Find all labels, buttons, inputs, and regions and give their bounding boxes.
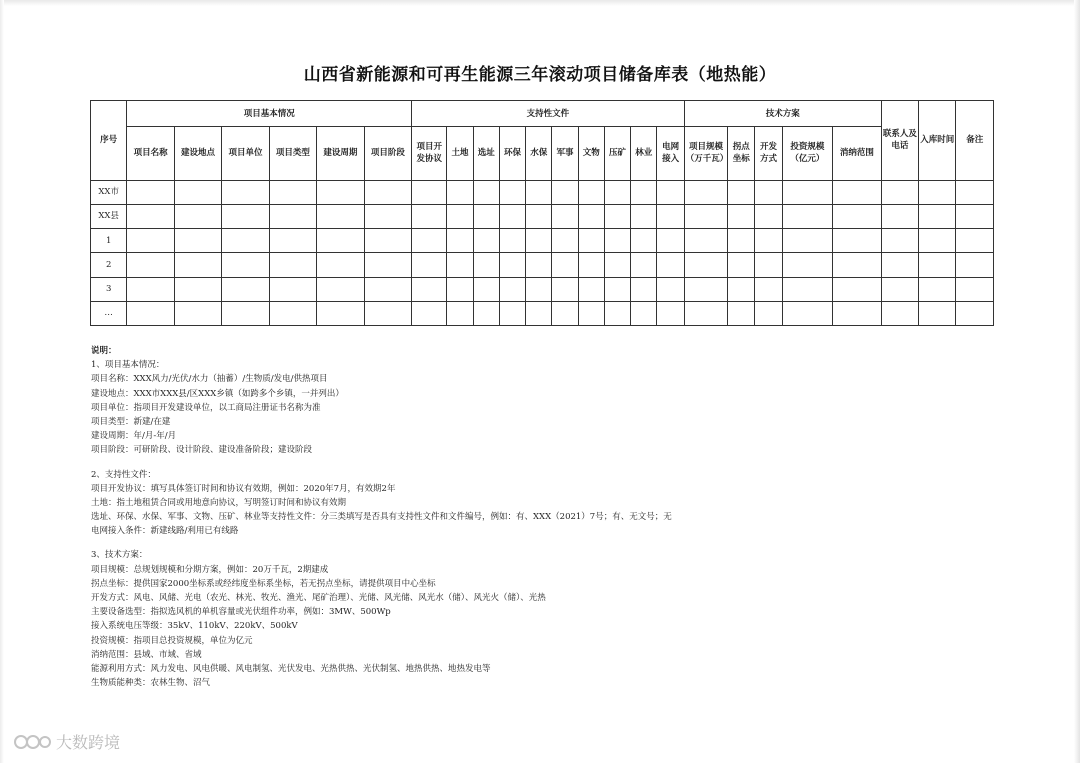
col-location: 建设地点: [174, 127, 221, 180]
col-seq: 序号: [91, 101, 127, 181]
table-row: [91, 253, 994, 277]
col-stage: 项目阶段: [364, 127, 411, 180]
col-project-name: 项目名称: [127, 127, 174, 180]
col-unit: 项目单位: [222, 127, 269, 180]
row-label: …: [91, 301, 127, 325]
col-investment: 投资规模（亿元）: [782, 127, 832, 180]
page-title: 山西省新能源和可再生能源三年滚动项目储备库表（地热能）: [303, 65, 777, 85]
col-land: 土地: [447, 127, 473, 180]
col-remark: 备注: [956, 101, 994, 181]
note-line: 选址、环保、水保、军事、文物、压矿、林业等支持性文件：分三类填写是否具有支持性文件和文件编号，例如：有、XXX（2021）7号；有、无文号；无: [91, 512, 672, 523]
watermark-logo-icon: [12, 732, 52, 752]
watermark-text: 大数跨境: [56, 733, 121, 752]
note-line: 投资规模：指项目总投资规模，单位为亿元: [91, 635, 253, 646]
row-label: 2: [91, 253, 127, 277]
notes-heading: 说明：: [91, 346, 117, 356]
col-type: 项目类型: [269, 127, 316, 180]
note-s1-title: 1、项目基本情况：: [91, 360, 165, 371]
note-line: 项目单位：指项目开发建设单位，以工商局注册证书名称为准: [91, 402, 321, 413]
note-line: 建设周期：年/月-年/月: [91, 431, 177, 442]
scan-edge-left: [0, 0, 4, 763]
col-dev-agreement: 项目开发协议: [412, 127, 447, 180]
note-line: 土地：指土地租赁合同或用地意向协议，写明签订时间和协议有效期: [91, 497, 347, 508]
note-line: 生物质能种类：农林生物、沼气: [91, 678, 211, 689]
col-coords: 拐点坐标: [728, 127, 755, 180]
col-env: 环保: [499, 127, 525, 180]
col-relics: 文物: [578, 127, 604, 180]
group-basic-info: 项目基本情况: [127, 101, 412, 127]
row-label: XX县: [91, 204, 127, 228]
table-row: [91, 180, 994, 204]
col-forestry: 林业: [631, 127, 657, 180]
col-military: 军事: [552, 127, 578, 180]
table-row: [91, 229, 994, 253]
note-line: 接入系统电压等级：35kV、110kV、220kV、500kV: [91, 621, 298, 632]
note-line: 开发方式：风电、风储、光电（农光、林光、牧光、渔光、尾矿治理）、光储、风光储、风光水（储）、风光火（储）、光热: [91, 593, 546, 603]
scan-edge-top: [0, 0, 1080, 6]
table-row: [91, 204, 994, 228]
row-label: XX市: [91, 180, 127, 204]
row-label: 1: [91, 229, 127, 253]
table-row: [91, 301, 994, 325]
note-line: 项目开发协议：填写具体签订时间和协议有效期，例如：2020年7月，有效期2年: [91, 483, 396, 494]
note-line: 电网接入条件：新建线路/利用已有线路: [91, 526, 239, 537]
col-period: 建设周期: [317, 127, 364, 180]
note-line: 项目类型：新建/在建: [91, 416, 171, 427]
col-dev-mode: 开发方式: [755, 127, 782, 180]
watermark: [12, 730, 120, 753]
note-s3-title: 3、技术方案：: [91, 550, 148, 561]
group-tech-plan: 技术方案: [684, 101, 881, 127]
col-mineral: 压矿: [604, 127, 630, 180]
note-line: 能源利用方式：风力发电、风电供暖、风电制氢、光伏发电、光热供热、光伏制氢、地热供热、地热发电等: [91, 663, 491, 674]
note-line: 项目规模：总规划规模和分期方案，例如：20万千瓦，2期建成: [91, 564, 329, 575]
col-consumption: 消纳范围: [833, 127, 882, 180]
col-storage-time: 入库时间: [919, 101, 956, 181]
scan-edge-right: [1074, 0, 1080, 763]
project-registry-table: [90, 100, 994, 326]
table-row: [91, 277, 994, 301]
note-line: 消纳范围：县域、市域、省域: [91, 649, 202, 660]
col-water: 水保: [526, 127, 552, 180]
notes-section: [91, 344, 991, 690]
note-line: 建设地点：XXX市XXX县/区XXX乡镇（如跨多个乡镇，一并列出）: [91, 388, 344, 399]
subheader-row: [91, 127, 994, 180]
col-site: 选址: [473, 127, 499, 180]
note-line: 项目阶段：可研阶段、设计阶段、建设准备阶段；建设阶段: [91, 445, 313, 456]
group-support-docs: 支持性文件: [412, 101, 685, 127]
note-s2-title: 2、支持性文件：: [91, 469, 156, 480]
row-label: 3: [91, 277, 127, 301]
note-line: 项目名称：XXX风力/光伏/水力（抽蓄）/生物质/发电/供热项目: [91, 374, 328, 385]
col-contact: 联系人及电话: [881, 101, 918, 181]
note-line: 主要设备选型：指拟选风机的单机容量或光伏组件功率，例如：3MW、500Wp: [91, 607, 391, 618]
col-scale: 项目规模（万千瓦）: [684, 127, 727, 180]
col-grid: 电网接入: [657, 127, 684, 180]
note-line: 拐点坐标：提供国家2000坐标系或经纬度坐标系坐标，若无拐点坐标，请提供项目中心坐标: [91, 578, 436, 589]
